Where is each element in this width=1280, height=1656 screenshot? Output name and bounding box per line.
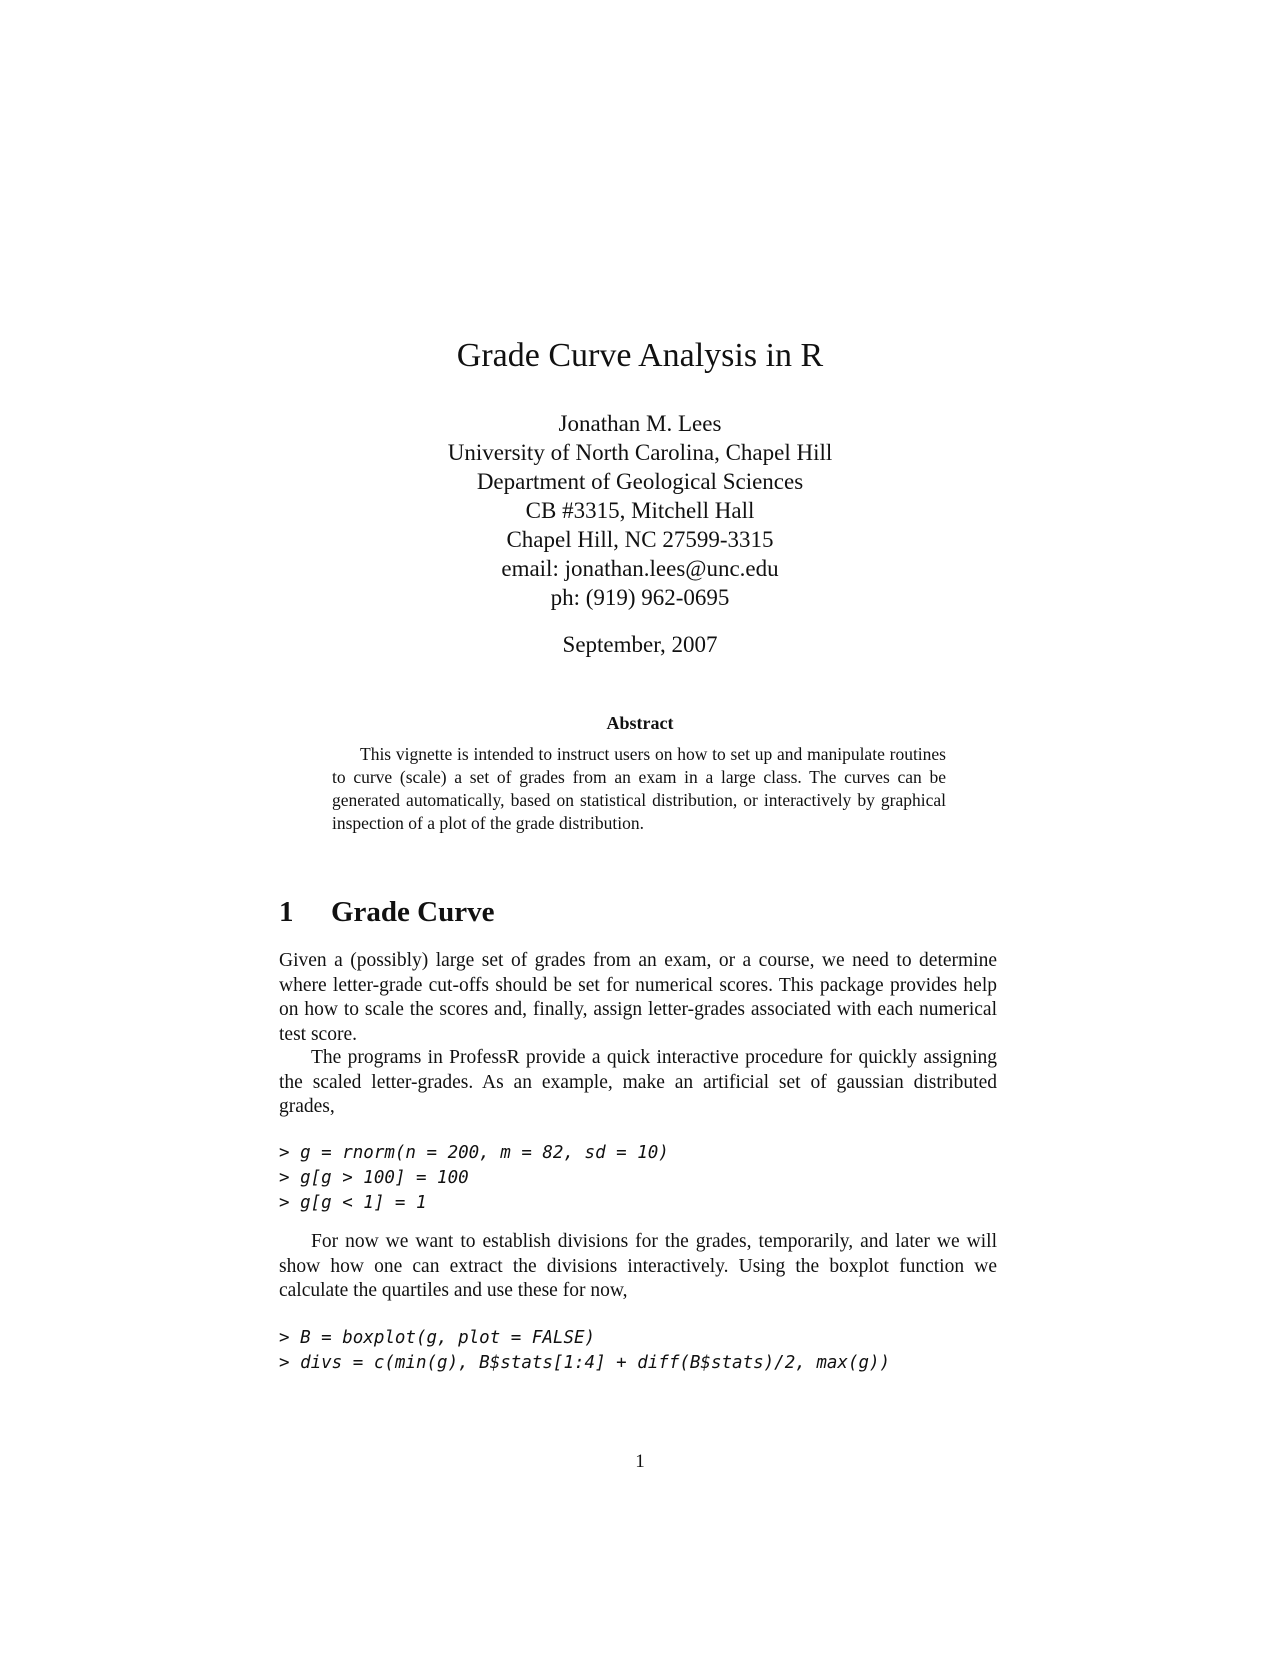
code-line: > g[g > 100] = 100 [279, 1168, 469, 1188]
author-department: Department of Geological Sciences [476, 469, 804, 494]
page-number: 1 [635, 1451, 645, 1472]
code-line: > g[g < 1] = 1 [279, 1193, 427, 1213]
abstract-text: This vignette is intended to instruct users on how to set up and manipulate routines to curve (scale) a set of grades from an exam in a large class. The curves can be generated automatically, based on statistical distribution, or interactively by graphical inspection of a plot of the grade distribution. [332, 744, 946, 833]
code-line: > g = rnorm(n = 200, m = 82, sd = 10) [279, 1143, 669, 1163]
section-title: Grade Curve [331, 896, 495, 928]
code-line: > divs = c(min(g), B$stats[1:4] + diff(B$stats)/2, max(g)) [279, 1353, 891, 1373]
section-number: 1 [279, 896, 294, 928]
author-email: email: jonathan.lees@unc.edu [501, 556, 779, 581]
paper-date: September, 2007 [562, 632, 718, 657]
author-block [0, 409, 1280, 612]
abstract-heading: Abstract [606, 713, 674, 733]
author-name: Jonathan M. Lees [558, 411, 722, 436]
author-address-building: CB #3315, Mitchell Hall [525, 498, 755, 523]
code-block [279, 1141, 1019, 1216]
paragraph: Given a (possibly) large set of grades from an exam, or a course, we need to determine where letter-grade cut-offs should be set for numerical scores. This package provides help on how to scale the scores and, finally, assign letter-grades associated with each numerical test score. [279, 950, 997, 1045]
paragraph: The programs in ProfessR provide a quick interactive procedure for quickly assigning the scaled letter-grades. As an example, make an artificial set of gaussian distributed grades, [279, 1047, 997, 1117]
author-address-city: Chapel Hill, NC 27599-3315 [506, 527, 774, 552]
section-heading [279, 895, 979, 929]
author-phone: ph: (919) 962-0695 [550, 585, 730, 610]
paragraph: For now we want to establish divisions for the grades, temporarily, and later we will show how one can extract the divisions interactively. Using the boxplot function we calculate the quartiles and use these for now, [279, 1231, 997, 1301]
code-line: > B = boxplot(g, plot = FALSE) [279, 1328, 596, 1348]
author-university: University of North Carolina, Chapel Hill [447, 440, 833, 465]
paper-title: Grade Curve Analysis in R [456, 337, 824, 374]
code-block [279, 1326, 1019, 1376]
